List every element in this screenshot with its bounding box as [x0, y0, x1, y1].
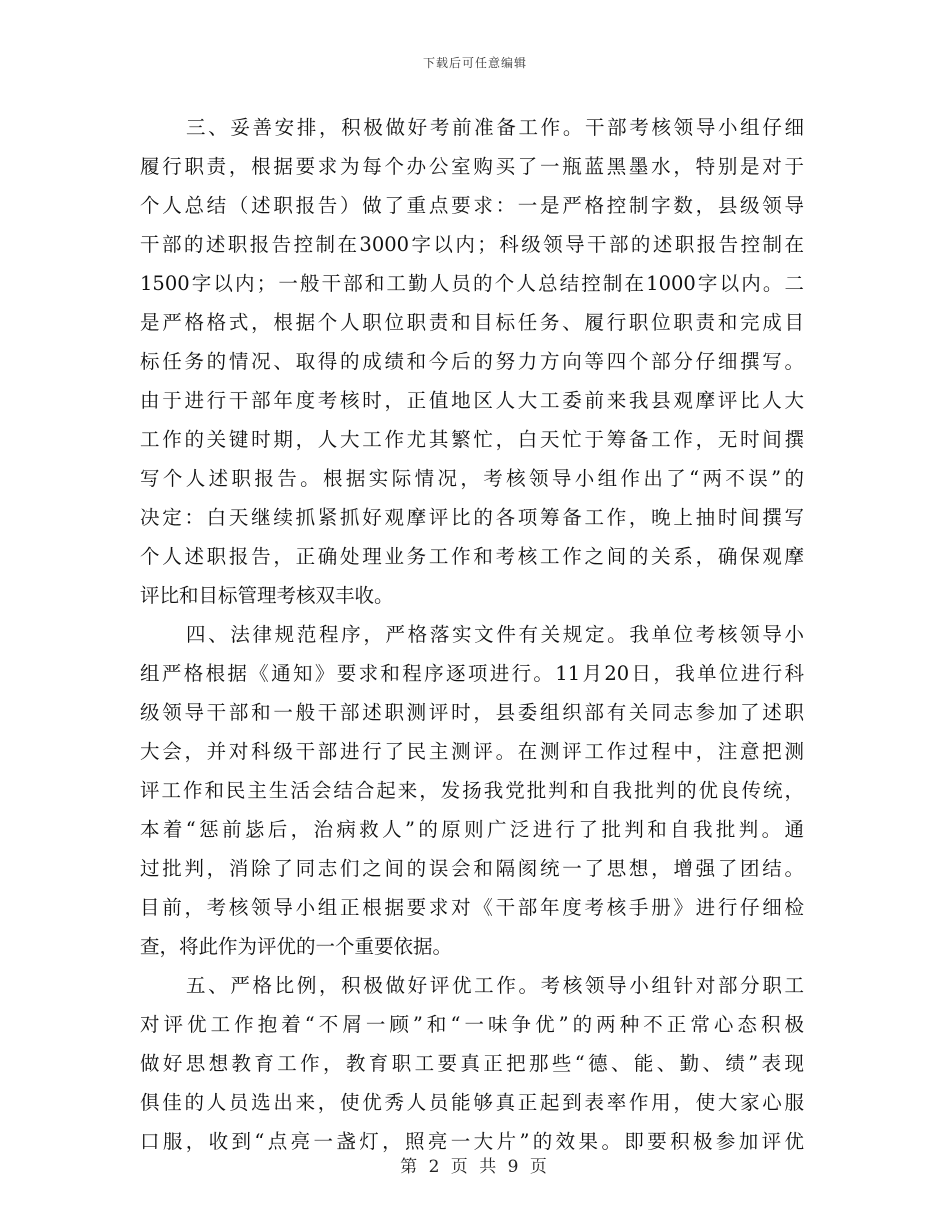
text-line: 大会，并对科级干部进行了民主测评。在测评工作过程中，注意把测	[140, 740, 804, 763]
page-number-footer: 第 2 页 共 9 页	[400, 1157, 550, 1177]
text-line: 三、妥善安排，积极做好考前准备工作。干部考核领导小组仔细	[186, 116, 804, 139]
text-line: 做好思想教育工作，教育职工要真正把那些“德、能、勤、绩”表现	[140, 1052, 804, 1075]
text-line: 是严格格式，根据个人职位职责和目标任务、履行职位职责和完成目	[140, 311, 804, 334]
paragraph-4	[140, 615, 804, 966]
text-line: 评比和目标管理考核双丰收。	[140, 584, 394, 607]
header-note: 下载后可任意编辑	[422, 56, 527, 70]
text-line: 过批判，消除了同志们之间的误会和隔阂统一了思想，增强了团结。	[140, 857, 804, 880]
body-text	[140, 108, 804, 1161]
text-line: 由于进行干部年度考核时，正值地区人大工委前来我县观摩评比人大	[140, 389, 804, 412]
text-line: 查，将此作为评优的一个重要依据。	[140, 935, 453, 958]
text-line: 五、严格比例，积极做好评优工作。考核领导小组针对部分职工	[186, 974, 804, 997]
text-line: 本着“惩前毖后，治病救人”的原则广泛进行了批判和自我批判。通	[140, 818, 804, 841]
paragraph-3	[140, 108, 804, 615]
text-line: 评工作和民主生活会结合起来，发扬我党批判和自我批判的优良传统，	[140, 779, 804, 802]
text-line: 标任务的情况、取得的成绩和今后的努力方向等四个部分仔细撰写。	[140, 350, 804, 373]
text-line: 口服，收到“点亮一盏灯，照亮一大片”的效果。即要积极参加评优	[140, 1130, 804, 1153]
paragraph-5	[140, 966, 804, 1161]
text-line: 俱佳的人员选出来，使优秀人员能够真正起到表率作用，使大家心服	[140, 1091, 804, 1114]
text-line: 级领导干部和一般干部述职测评时，县委组织部有关同志参加了述职	[140, 701, 804, 724]
text-line: 履行职责，根据要求为每个办公室购买了一瓶蓝黑墨水，特别是对于	[140, 155, 804, 178]
text-line: 四、法律规范程序，严格落实文件有关规定。我单位考核领导小	[186, 623, 804, 646]
text-line: 对评优工作抱着“不屑一顾”和“一味争优”的两种不正常心态积极	[140, 1013, 804, 1036]
text-line: 个人述职报告，正确处理业务工作和考核工作之间的关系，确保观摩	[140, 545, 804, 568]
text-line: 写个人述职报告。根据实际情况，考核领导小组作出了“两不误”的	[140, 467, 804, 490]
text-line: 决定：白天继续抓紧抓好观摩评比的各项筹备工作，晚上抽时间撰写	[140, 506, 804, 529]
text-line: 组严格根据《通知》要求和程序逐项进行。11月20日，我单位进行科	[140, 662, 804, 685]
text-line: 1500字以内；一般干部和工勤人员的个人总结控制在1000字以内。二	[140, 272, 804, 295]
text-line: 目前，考核领导小组正根据要求对《干部年度考核手册》进行仔细检	[140, 896, 804, 919]
text-line: 个人总结（述职报告）做了重点要求：一是严格控制字数，县级领导	[140, 194, 804, 217]
text-line: 干部的述职报告控制在3000字以内；科级领导干部的述职报告控制在	[140, 233, 804, 256]
text-line: 工作的关键时期，人大工作尤其繁忙，白天忙于筹备工作，无时间撰	[140, 428, 804, 451]
